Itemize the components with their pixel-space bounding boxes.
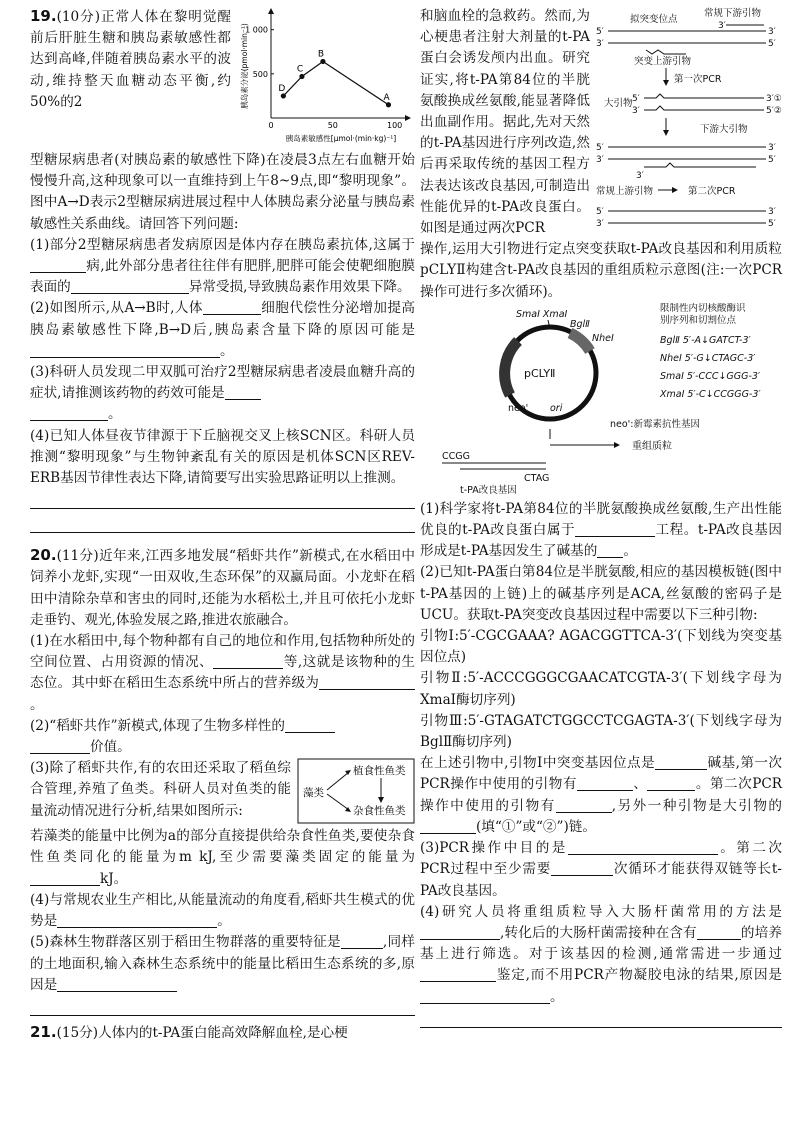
arrowhead-pcr-1 (663, 80, 669, 86)
strand-label-4: 5′ (768, 39, 776, 49)
label-downstream-primer: 常规下游引物 (704, 8, 762, 19)
node-algae: 藻类 (303, 787, 324, 800)
site-bgl: BglⅡ (570, 318, 590, 330)
x-axis-label: 胰岛素敏感性[μmol·(min·kg)⁻¹] (285, 134, 397, 143)
strand-label-18: 5′ (768, 219, 776, 229)
q21-blank-10[interactable] (420, 925, 500, 940)
q19-part2-text-c: 。 (220, 342, 234, 359)
q20-part1-text-c: 。 (30, 696, 44, 713)
strand-label-1: 5′ (596, 27, 604, 37)
q19-blank-4[interactable] (30, 343, 220, 358)
strand-label-8: 3′① (766, 94, 782, 104)
q20-part4-text-c: 。 (217, 913, 231, 930)
q20-part3-text-a: (3)除了稻虾共作,有的农田还采取了稻鱼综合管理,养殖了鱼类。科研人员对鱼类的能量流动情况进行分析,结果如图所示: (30, 760, 291, 819)
q20-part2-text-b: 价值。 (90, 739, 131, 756)
q20-part3-text-c: kJ。 (100, 870, 128, 887)
q20-intro: (11分)近年来,江西多地发展“稻虾共作”新模式,在水稻田中饲养小龙虾,实现“一田双收,生态环保”的双赢局面。小龙虾在稻田中清除杂草和害虫的同时,还能为水稻松土,并且可依托小龙虾走垂钓、观光,体验发展之路,推进农旅融合。 (30, 548, 415, 628)
q21-part3-text-b: 。第二次PCR过程中至少需要 (420, 840, 782, 878)
strand-label-14: 3′ (636, 171, 644, 181)
q21-part4-text-b: ,转化后的大肠杆菌需接种在含有 (500, 924, 697, 941)
q19-part2-text-b: 细胞代偿性分泌增加提高胰岛素敏感性下降,B→D后,胰岛素含量下降的原因可能是 (30, 300, 416, 338)
q19-part4: (4)已知人体昼夜节律源于下丘脑视交叉上核SCN区。科研人员推测“黎明现象”与生物钟紊乱有关的原因是机体SCN区REV-ERB基因节律性表达下降,请简要写出实验思路证明以上推测。 (30, 427, 415, 487)
node-omni-fish: 杂食性鱼类 (353, 805, 406, 818)
q20-part4-text-a: (4)与常规农业生产相比,从能量流动的角度看,稻虾共生模式的优势是 (30, 891, 415, 930)
q21-part2-q-c: 、 (632, 776, 648, 793)
q21-part4-text-c: 的培养基上进行筛选。对于该基因的检测,通常需进一步通过 (420, 924, 782, 963)
sticky-ctag: CTAG (524, 472, 550, 484)
q19-blank-3[interactable] (203, 300, 261, 315)
arrowhead-pcr-2 (663, 130, 669, 136)
y-tick-label: 500 (252, 69, 268, 79)
point-D (281, 93, 286, 98)
q21-part4-text-d: 鉴定,而不用PCR产物凝胶电泳的结果,原因是 (496, 967, 782, 984)
strand-label-5: 3′ (718, 21, 726, 31)
big-primer-strand-1 (644, 94, 764, 98)
plasmid-neo: neo' (508, 402, 529, 414)
q19-chart (237, 6, 415, 148)
q19-part1-text-a: (1)部分2型糖尿病患者发病原因是体内存在胰岛素抗体,这属于 (30, 236, 415, 253)
q21-blank-7[interactable] (420, 819, 476, 834)
q21-part2-q-f: (填“①”或“②”)链。 (476, 818, 596, 835)
enzyme-bgl: BglⅡ 5′-A↓GATCT-3′ (660, 334, 751, 346)
q21-part2-q-a: 在上述引物中,引物Ⅰ中突变基因位点是 (420, 755, 656, 772)
q19-answer-line-2[interactable] (30, 515, 415, 533)
enzyme-sma: SmaⅠ 5′-CCC↓GGG-3′ (660, 370, 761, 382)
point-label-B: B (317, 49, 325, 60)
pcr-diagram (596, 6, 782, 232)
y-axis-arrow (268, 8, 274, 14)
q21-blank-5[interactable] (647, 776, 695, 791)
q20-part5-text-a: (5)森林生物群落区别于稻田生物群落的重要特征是 (30, 934, 341, 951)
label-downstream-big: 下游大引物 (700, 124, 748, 135)
label-mutation-site: 拟突变位点 (630, 14, 678, 25)
q20-number: 20. (30, 546, 57, 565)
point-A (386, 102, 391, 107)
q21-blank-9[interactable] (551, 861, 613, 876)
strand-label-6: 5′ (632, 94, 640, 104)
q20-answer-line[interactable] (30, 998, 415, 1016)
q20-part1-text-b: 等,这就是该物种的生态位。其中虾在稻田生态系统中所占的营养级为 (30, 654, 415, 692)
q19-part1-text-b: 病,此外部分患者往往伴有肥胖,肥胖可能会使靶细胞膜表面的 (30, 258, 415, 296)
plasmid-ori: ori (550, 402, 563, 414)
q21-part4-text-a: (4)研究人员将重组质粒导入大肠杆菌常用的方法是 (420, 903, 782, 920)
sticky-ccgg: CCGG (442, 450, 470, 462)
promoter-segment (570, 333, 590, 351)
q21-intro-b: 和脑血栓的急救药。然而,为心梗患者注射大剂量的t-PA蛋白会诱发颅内出血。研究证实,将t-PA第84位的半胱氨酸换成丝氨酸,能显著降低出血副作用。据此,先对天然的t-PA基因进行序列改造,然后再采取传统的基因工程方法表达该改良基因,可制造出性能优异的t-PA改良蛋白。如图是通过两次PCR (420, 8, 590, 237)
q19-blank-5[interactable] (225, 385, 261, 400)
question-20 (30, 545, 415, 1016)
q20-blank-5[interactable] (57, 913, 217, 928)
q21-blank-11[interactable] (697, 925, 741, 940)
right-column (420, 6, 782, 1034)
q19-part3-text-a: (3)科研人员发现二甲双胍可治疗2型糖尿病患者凌晨血糖升高的症状,请推测该药物的药效可能是 (30, 364, 415, 402)
q20-part3-text-b: 若藻类的能量中比例为a的部分直接提供给杂食性鱼类,要使杂食性鱼类同化的能量为m kJ,至少需要藻类固定的能量为 (30, 828, 415, 866)
mutant-primer-line (646, 50, 686, 54)
q20-blank-7[interactable] (57, 977, 177, 992)
label-upstream-mut-primer: 突变上游引物 (634, 56, 692, 67)
q19-part3-text-c: 。 (108, 406, 122, 423)
node-plant-fish: 植食性鱼类 (353, 765, 406, 778)
arrow-algae-plant (327, 772, 349, 790)
strand-label-12: 3′ (768, 143, 776, 153)
q21-primer-2: 引物Ⅱ:5′-ACCCGGGCGAACATCGTA-3′(下划线字母为XmaⅠ酶切序列) (420, 670, 782, 708)
q19-intro-b: 型糖尿病患者(对胰岛素的敏感性下降)在凌晨3点左右血糖开始慢慢升高,这种现象可以一直维持到上午8~9点,即“黎明现象”。图中A→D表示2型糖尿病进展过程中人体胰岛素分泌量与胰岛素敏感性关系曲线。请回答下列问题: (30, 152, 415, 232)
arrowhead-3 (378, 797, 384, 803)
strand-label-16: 3′ (596, 219, 604, 229)
q21-number: 21. (30, 1022, 57, 1041)
plasmid-name: pCLYⅡ (524, 366, 556, 380)
q21-part1-text-b: 工程。t-PA改良基因形成是t-PA基因发生了碱基的 (420, 522, 782, 560)
q21-part3-text-a: (3)PCR操作中目的是 (420, 840, 568, 857)
q21-blank-13[interactable] (420, 989, 550, 1004)
x-tick-label: 100 (386, 121, 403, 130)
strand-label-13: 5′ (768, 155, 776, 165)
question-21-start (30, 1022, 415, 1044)
strand-label-11: 3′ (596, 155, 604, 165)
point-label-A: A (383, 92, 390, 103)
enzyme-nhe: NheⅠ 5′-G↓CTAGC-3′ (660, 352, 756, 364)
q19-blank-2[interactable] (71, 279, 189, 294)
label-first-pcr: 第一次PCR (674, 74, 722, 85)
label-upstream-normal: 常规上游引物 (596, 186, 654, 197)
q21-blank-8[interactable] (568, 840, 718, 855)
strand-label-15: 5′ (596, 207, 604, 217)
q21-blank-6[interactable] (556, 798, 612, 813)
x-tick-label: 0 (268, 121, 274, 130)
q21-blank-2[interactable] (597, 543, 623, 558)
x-tick-label: 50 (327, 121, 338, 130)
point-label-C: C (296, 64, 304, 75)
q21-blank-4[interactable] (577, 776, 633, 791)
q21-part4-text-e: 。 (550, 988, 564, 1005)
neo-gene-segment (505, 341, 518, 395)
strand-label-10: 5′ (596, 143, 604, 153)
q21-blank-12[interactable] (420, 967, 496, 982)
big-primer-strand-2 (644, 106, 764, 110)
site-nhe: NheⅠ (592, 332, 614, 344)
neo-note: neo':新霉素抗性基因 (610, 418, 700, 430)
point-C (299, 74, 304, 79)
q19-blank-1[interactable] (30, 258, 86, 273)
point-label-D: D (278, 83, 286, 94)
label-big-primer: 大引物 (604, 98, 633, 109)
plasmid-diagram (420, 303, 782, 499)
q21-part1-text-a: (1)科学家将t-PA第84位的半胱氨酸换成丝氨酸,生产出性能优良的t-PA改良蛋白属于 (420, 500, 782, 539)
q19-intro-a: (10分)正常人体在黎明觉醒前后肝脏生糖和胰岛素敏感性都达到高峰,伴随着胰岛素水平的波动,维持整天血糖动态平衡,约50%的2 (30, 9, 231, 110)
q19-part1-text-c: 异常受损,导致胰岛素作用效果下降。 (188, 279, 411, 296)
y-tick-label: 1 000 (245, 25, 268, 35)
question-19 (30, 6, 415, 533)
q21-answer-line[interactable] (420, 1010, 782, 1028)
arrowhead-pcr-3 (672, 187, 678, 193)
q19-answer-line-1[interactable] (30, 491, 415, 509)
site-sma-xma: SmaⅠ XmaⅠ (516, 308, 568, 320)
q21-blank-1[interactable] (575, 522, 655, 537)
q21-intro-c: 操作,运用大引物进行定点突变获取t-PA改良基因和利用质粒pCLYⅡ构建含t-PA改良基因的重组质粒示意图(注:一次PCR操作可进行多次循环)。 (420, 241, 782, 300)
strand-label-9: 5′② (766, 106, 782, 116)
q21-part2-q-b: 碱基,第一次PCR操作中使用的引物有 (420, 755, 782, 793)
left-column (30, 6, 415, 1044)
y-axis-label: 胰岛素分泌(pmol·min⁻¹) (240, 23, 249, 109)
strand-label-7: 3′ (632, 106, 640, 116)
point-B (320, 59, 325, 64)
q20-part2-text-a: (2)“稻虾共作”新模式,体现了生物多样性的 (30, 717, 285, 734)
q20-blank-3b[interactable] (30, 739, 90, 754)
strand-label-17: 3′ (768, 207, 776, 217)
strand-label-3: 3′ (768, 27, 776, 37)
recombinant-label: 重组质粒 (632, 440, 672, 452)
q20-part1-text-a: (1)在水稻田中,每个物种都有自己的地位和作用,包括物种所处的空间位置、占用资源的情况、 (30, 633, 415, 671)
enzyme-header-2: 别序列和切割位点 (660, 314, 737, 326)
q21-blank-3[interactable] (655, 755, 707, 770)
gene-label: t-PA改良基因 (460, 484, 517, 496)
q21-part2-q-d: 。第二次PCR操作中使用的引物有 (420, 776, 782, 814)
q20-part5-text-b: ,同样的土地面积,输入森林生态系统中的能量比稻田生态系统的多,原因是 (30, 934, 415, 993)
q21-part3-text-c: 次循环才能获得双链等长t-PA改良基因。 (420, 861, 782, 899)
q20-blank-6[interactable] (341, 934, 383, 949)
q21-intro-a: (15分)人体内的t-PA蛋白能高效降解血栓,是心梗 (56, 1024, 348, 1041)
x-axis-arrow (405, 115, 411, 121)
q21-part2-intro: (2)已知t-PA蛋白第84位是半胱氨酸,相应的基因模板链(图中t-PA基因的上链)上的碱基序列是ACA,丝氨酸的密码子是UCU。获取t-PA突变改良基因过程中需要以下三种引物: (420, 564, 782, 623)
enzyme-header-1: 限制性内切核酸酶识 (660, 302, 746, 314)
q20-blank-2[interactable] (319, 675, 415, 690)
q20-blank-3[interactable] (285, 718, 335, 733)
q19-part2-text-a: (2)如图所示,从A→B时,人体 (30, 300, 203, 317)
label-second-pcr: 第二次PCR (688, 186, 736, 197)
q21-primer-3: 引物Ⅲ:5′-GTAGATCTGGCCTCGAGTA-3′(下划线字母为BglⅡ酶切序列) (420, 712, 782, 751)
q21-part2-q-e: ,另外一种引物是大引物的 (611, 797, 783, 814)
strand-label-2: 3′ (596, 39, 604, 49)
q21-part1-text-c: 。 (623, 543, 637, 560)
big-primer-annealed (644, 163, 756, 167)
arrow-algae-omni (327, 794, 349, 810)
q20-energy-diagram (297, 758, 415, 824)
enzyme-xma: XmaⅠ 5′-C↓CCGGG-3′ (660, 388, 761, 400)
q21-primer-1: 引物Ⅰ:5′-CGCGAAA? AGACGGTTCA-3′(下划线为突变基因位点) (420, 628, 782, 666)
q20-blank-4[interactable] (30, 871, 100, 886)
arrowhead-recombinant (614, 442, 620, 448)
q19-blank-5b[interactable] (30, 406, 108, 421)
q19-number: 19. (30, 7, 57, 25)
q20-blank-1[interactable] (213, 654, 283, 669)
